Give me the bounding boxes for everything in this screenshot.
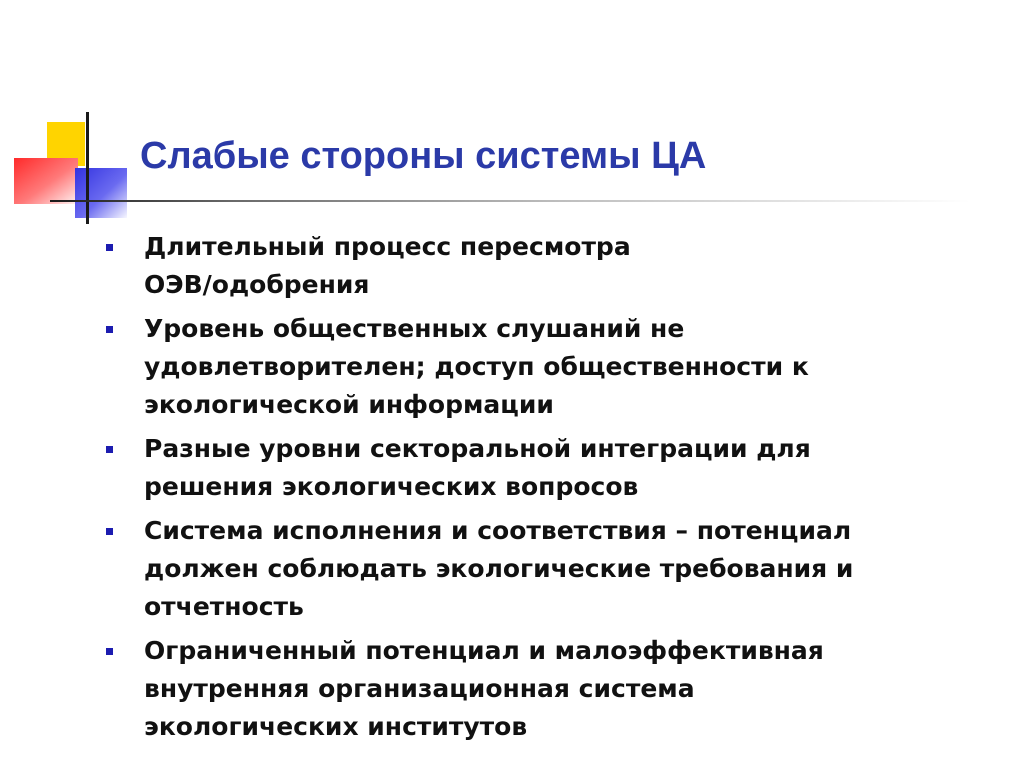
bullet-line: Система исполнения и соответствия – потенциал	[144, 516, 852, 545]
bullet-line: Длительный процесс пересмотра	[144, 232, 631, 261]
title-underline-divider	[50, 200, 970, 202]
square-bullet-icon	[106, 244, 113, 251]
list-item	[100, 310, 980, 424]
bullet-line: экологической информации	[144, 390, 554, 419]
red-square-decoration	[14, 158, 78, 204]
bullet-list	[100, 228, 980, 752]
square-bullet-icon	[106, 446, 113, 453]
bullet-line: Уровень общественных слушаний не	[144, 314, 685, 343]
bullet-line: ОЭВ/одобрения	[144, 270, 370, 299]
list-item	[100, 632, 980, 746]
vertical-line-decoration	[86, 112, 89, 224]
bullet-line: должен соблюдать экологические требования и	[144, 554, 854, 583]
square-bullet-icon	[106, 528, 113, 535]
bullet-line: удовлетворителен; доступ общественности к	[144, 352, 809, 381]
bullet-line: экологических институтов	[144, 712, 528, 741]
blue-square-decoration	[75, 168, 127, 218]
bullet-line: Разные уровни секторальной интеграции для	[144, 434, 811, 463]
list-item	[100, 512, 980, 626]
square-bullet-icon	[106, 648, 113, 655]
bullet-line: решения экологических вопросов	[144, 472, 639, 501]
list-item	[100, 430, 980, 506]
bullet-line: отчетность	[144, 592, 304, 621]
corner-logo-decoration	[0, 0, 150, 240]
square-bullet-icon	[106, 326, 113, 333]
slide-title: Слабые стороны системы ЦА	[140, 135, 707, 177]
bullet-line: Ограниченный потенциал и малоэффективная	[144, 636, 824, 665]
list-item	[100, 228, 980, 304]
bullet-line: внутренняя организационная система	[144, 674, 695, 703]
